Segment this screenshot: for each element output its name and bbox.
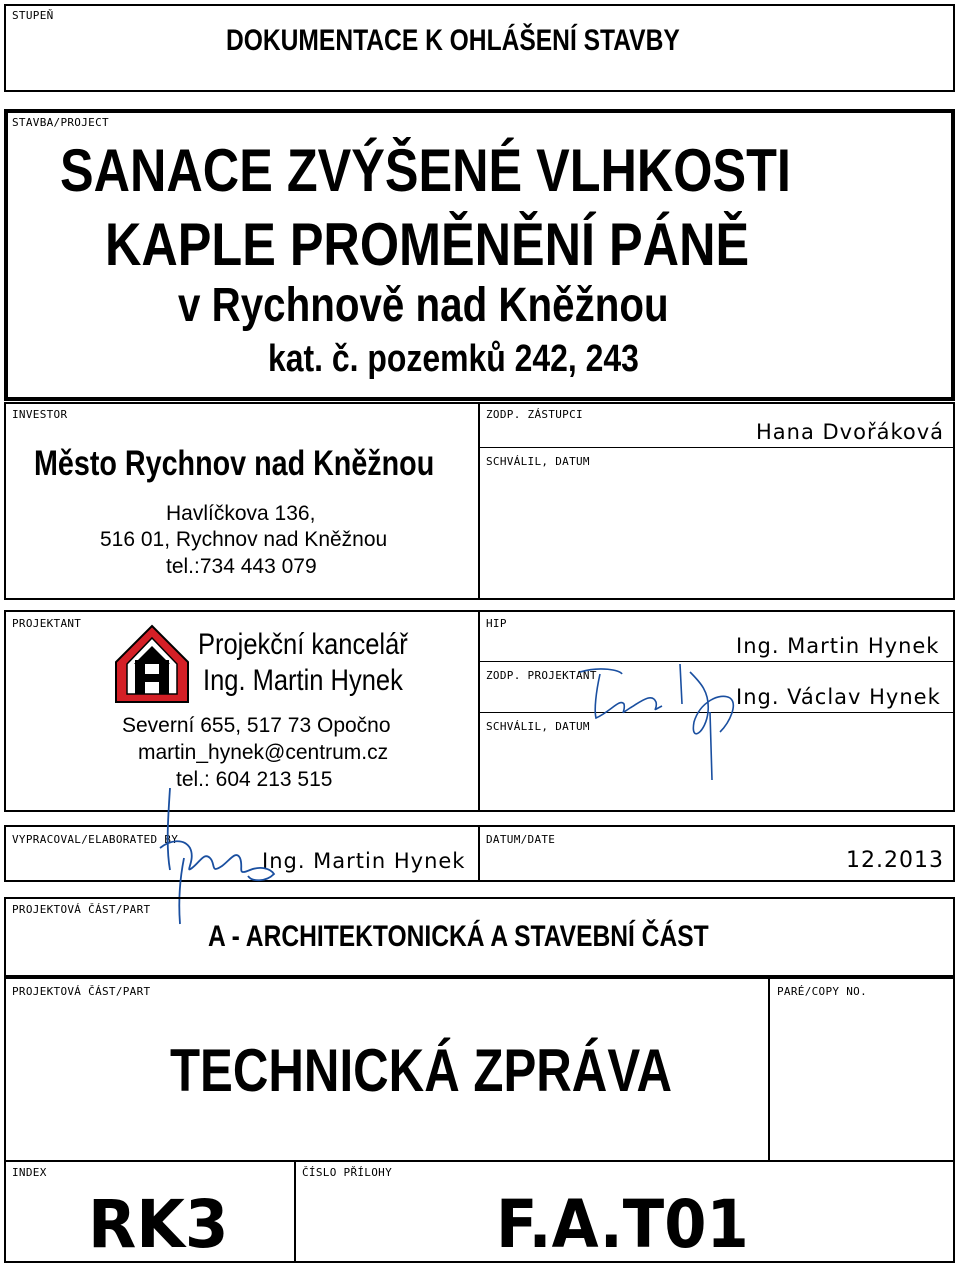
zodp-projektant-value: Ing. Václav Hynek [736,685,941,709]
datum-value: 12.2013 [846,848,944,873]
index-value: RK3 [88,1186,229,1263]
hip-label: HIP [486,617,507,630]
cast1-label: PROJEKTOVÁ ČÁST/PART [12,903,151,916]
priloha-value: F.A.T01 [496,1186,749,1263]
investor-label: INVESTOR [12,408,68,421]
projektant-email: martin_hynek@centrum.cz [138,741,389,764]
datum-label: DATUM/DATE [486,833,556,846]
vypracoval-value: Ing. Martin Hynek [262,849,466,873]
zodp-projektant-label: ZODP. PROJEKTANT [486,669,597,682]
investor-name: Město Rychnov nad Kněžnou [34,444,435,483]
cast2-label: PROJEKTOVÁ ČÁST/PART [12,985,151,998]
projektant-label: PROJEKTANT [12,617,82,630]
signature-vaclav-hynek [560,652,760,782]
cast1-value: A - ARCHITEKTONICKÁ A STAVEBNÍ ČÁST [208,920,709,953]
investor-address-1: Havlíčkova 136, [166,502,316,525]
vypracoval-label: VYPRACOVAL/ELABORATED BY [12,833,179,846]
zastupci-schvalil-label: SCHVÁLIL, DATUM [486,455,590,468]
investor-address-2: 516 01, Rychnov nad Kněžnou [100,528,388,551]
hip-value: Ing. Martin Hynek [736,634,940,658]
projektant-phone: tel.: 604 213 515 [176,768,333,791]
projektant-address: Severní 655, 517 73 Opočno [122,714,391,737]
cast2-value: TECHNICKÁ ZPRÁVA [170,1037,673,1104]
stupen-title: DOKUMENTACE K OHLÁŠENÍ STAVBY [226,24,680,57]
investor-phone: tel.:734 443 079 [166,555,317,578]
projektant-office-1: Projekční kancelář [198,628,408,661]
stavba-line-2: KAPLE PROMĚNĚNÍ PÁNĚ [105,211,750,278]
priloha-label: ČÍSLO PŘÍLOHY [302,1166,392,1179]
zastupci-value: Hana Dvořáková [756,420,945,444]
hip-schvalil-label: SCHVÁLIL, DATUM [486,720,590,733]
stavba-label: STAVBA/PROJECT [12,116,109,129]
projektant-office-2: Ing. Martin Hynek [203,664,403,697]
stavba-line-3: v Rychnově nad Kněžnou [178,279,669,332]
projektant-logo [114,624,190,704]
stupen-label: STUPEŇ [12,9,54,22]
zastupci-label: ZODP. ZÁSTUPCI [486,408,583,421]
pare-label: PARÉ/COPY NO. [777,985,867,998]
stavba-line-4: kat. č. pozemků 242, 243 [268,338,639,380]
index-label: INDEX [12,1166,47,1179]
stavba-line-1: SANACE ZVÝŠENÉ VLHKOSTI [60,137,791,204]
